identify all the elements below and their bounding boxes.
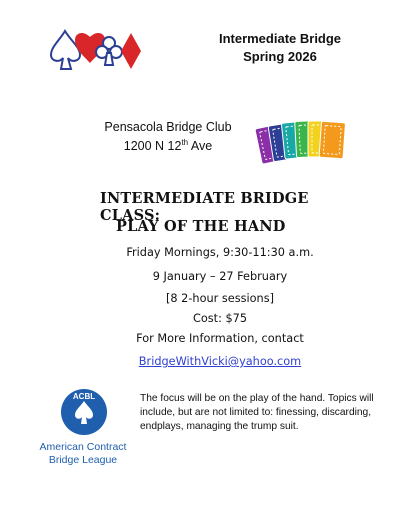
- club-name: Pensacola Bridge Club: [104, 120, 232, 134]
- schedule-text: Friday Mornings, 9:30-11:30 a.m.: [126, 246, 314, 259]
- contact-email-wrapper: [100, 355, 340, 368]
- card-suits-logo: [45, 25, 145, 75]
- contact-email-link[interactable]: BridgeWithVicki@yahoo.com: [138, 355, 302, 368]
- contact-label: For More Information, contact: [136, 332, 304, 345]
- header-title: [200, 30, 360, 66]
- cost-text: Cost: $75: [192, 312, 248, 325]
- club-address: 1200 N 12th Ave: [123, 138, 213, 154]
- focus-paragraph: The focus will be on the play of the hand. Topics will include, but are not limited to: finessing, discarding, endplays, managing the trump suit.: [140, 393, 374, 432]
- spade-icon: [51, 31, 80, 69]
- acbl-name-line1: American Contract: [39, 441, 127, 453]
- club-info: [98, 119, 238, 154]
- acbl-logo-icon: [60, 388, 108, 436]
- ordinal-suffix: th: [181, 138, 189, 147]
- sessions-text: [8 2-hour sessions]: [165, 292, 275, 305]
- header-title-line2: Spring 2026: [243, 49, 317, 64]
- class-title: INTERMEDIATE BRIDGE CLASS:: [100, 190, 309, 224]
- header-title-line1: Intermediate Bridge: [218, 31, 342, 46]
- diamond-icon: [121, 33, 141, 69]
- acbl-acronym: ACBL: [72, 392, 96, 401]
- dates-text: 9 January – 27 February: [152, 270, 288, 283]
- fanned-cards-icon: [252, 112, 350, 170]
- class-subtitle: PLAY OF THE HAND: [116, 218, 286, 235]
- acbl-name-line2: Bridge League: [48, 454, 118, 466]
